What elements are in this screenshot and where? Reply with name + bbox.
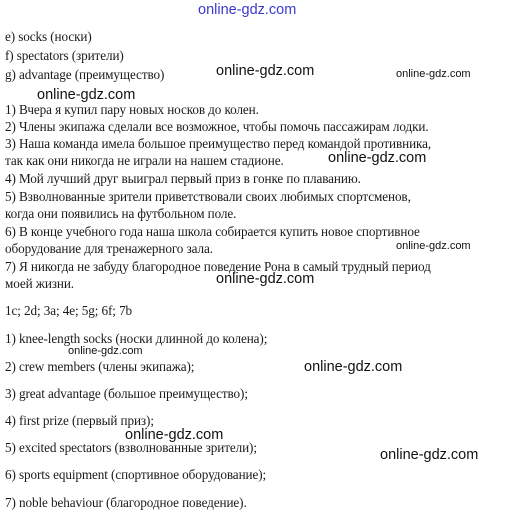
watermark: online-gdz.com — [304, 359, 403, 375]
text-line: 4) Мой лучший друг выиграл первый приз в гонке по плаванию. — [5, 171, 361, 186]
text-line: 2) crew members (члены экипажа); — [5, 359, 195, 374]
text-line: 5) excited spectators (взволнованные зрители); — [5, 440, 257, 455]
watermark: online-gdz.com — [37, 87, 136, 103]
text-line: так как они никогда не играли на нашем стадионе. — [5, 153, 284, 168]
text-line: 1) knee-length socks (носки длинной до колена); — [5, 331, 268, 346]
text-line: 2) Члены экипажа сделали все возможное, чтобы помочь пассажирам лодки. — [5, 119, 429, 134]
answer-key: 1c; 2d; 3a; 4e; 5g; 6f; 7b — [5, 303, 133, 318]
text-line: 5) Взволнованные зрители приветствовали своих любимых спортсменов, — [5, 189, 411, 204]
watermark: online-gdz.com — [396, 240, 471, 252]
text-line: оборудование для тренажерного зала. — [5, 241, 213, 256]
watermark: online-gdz.com — [125, 427, 224, 443]
text-line: 7) Я никогда не забуду благородное поведение Рона в самый трудный период — [5, 259, 431, 274]
text-line: когда они появились на футбольном поле. — [5, 206, 237, 221]
text-line: 6) sports equipment (спортивное оборудование); — [5, 467, 267, 482]
text-line: 7) noble behaviour (благородное поведение). — [5, 495, 247, 510]
text-line: g) advantage (преимущество) — [5, 67, 165, 82]
text-line: e) socks (носки) — [5, 29, 92, 44]
watermark: online-gdz.com — [68, 345, 143, 357]
text-line: 3) great advantage (большое преимущество); — [5, 386, 248, 401]
text-line: f) spectators (зрители) — [5, 48, 124, 63]
text-line: 6) В конце учебного года наша школа собирается купить новое спортивное — [5, 224, 420, 239]
watermark: online-gdz.com — [328, 150, 427, 166]
watermark: online-gdz.com — [216, 271, 315, 287]
text-line: 3) Наша команда имела большое преимущество перед командой противника, — [5, 136, 432, 151]
watermark: online-gdz.com — [396, 68, 471, 80]
watermark: online-gdz.com — [380, 447, 479, 463]
text-line: 4) first prize (первый приз); — [5, 413, 154, 428]
text-line: моей жизни. — [5, 276, 74, 291]
watermark: online-gdz.com — [216, 63, 315, 79]
watermark: online-gdz.com — [198, 2, 297, 18]
text-line: 1) Вчера я купил пару новых носков до колен. — [5, 102, 259, 117]
